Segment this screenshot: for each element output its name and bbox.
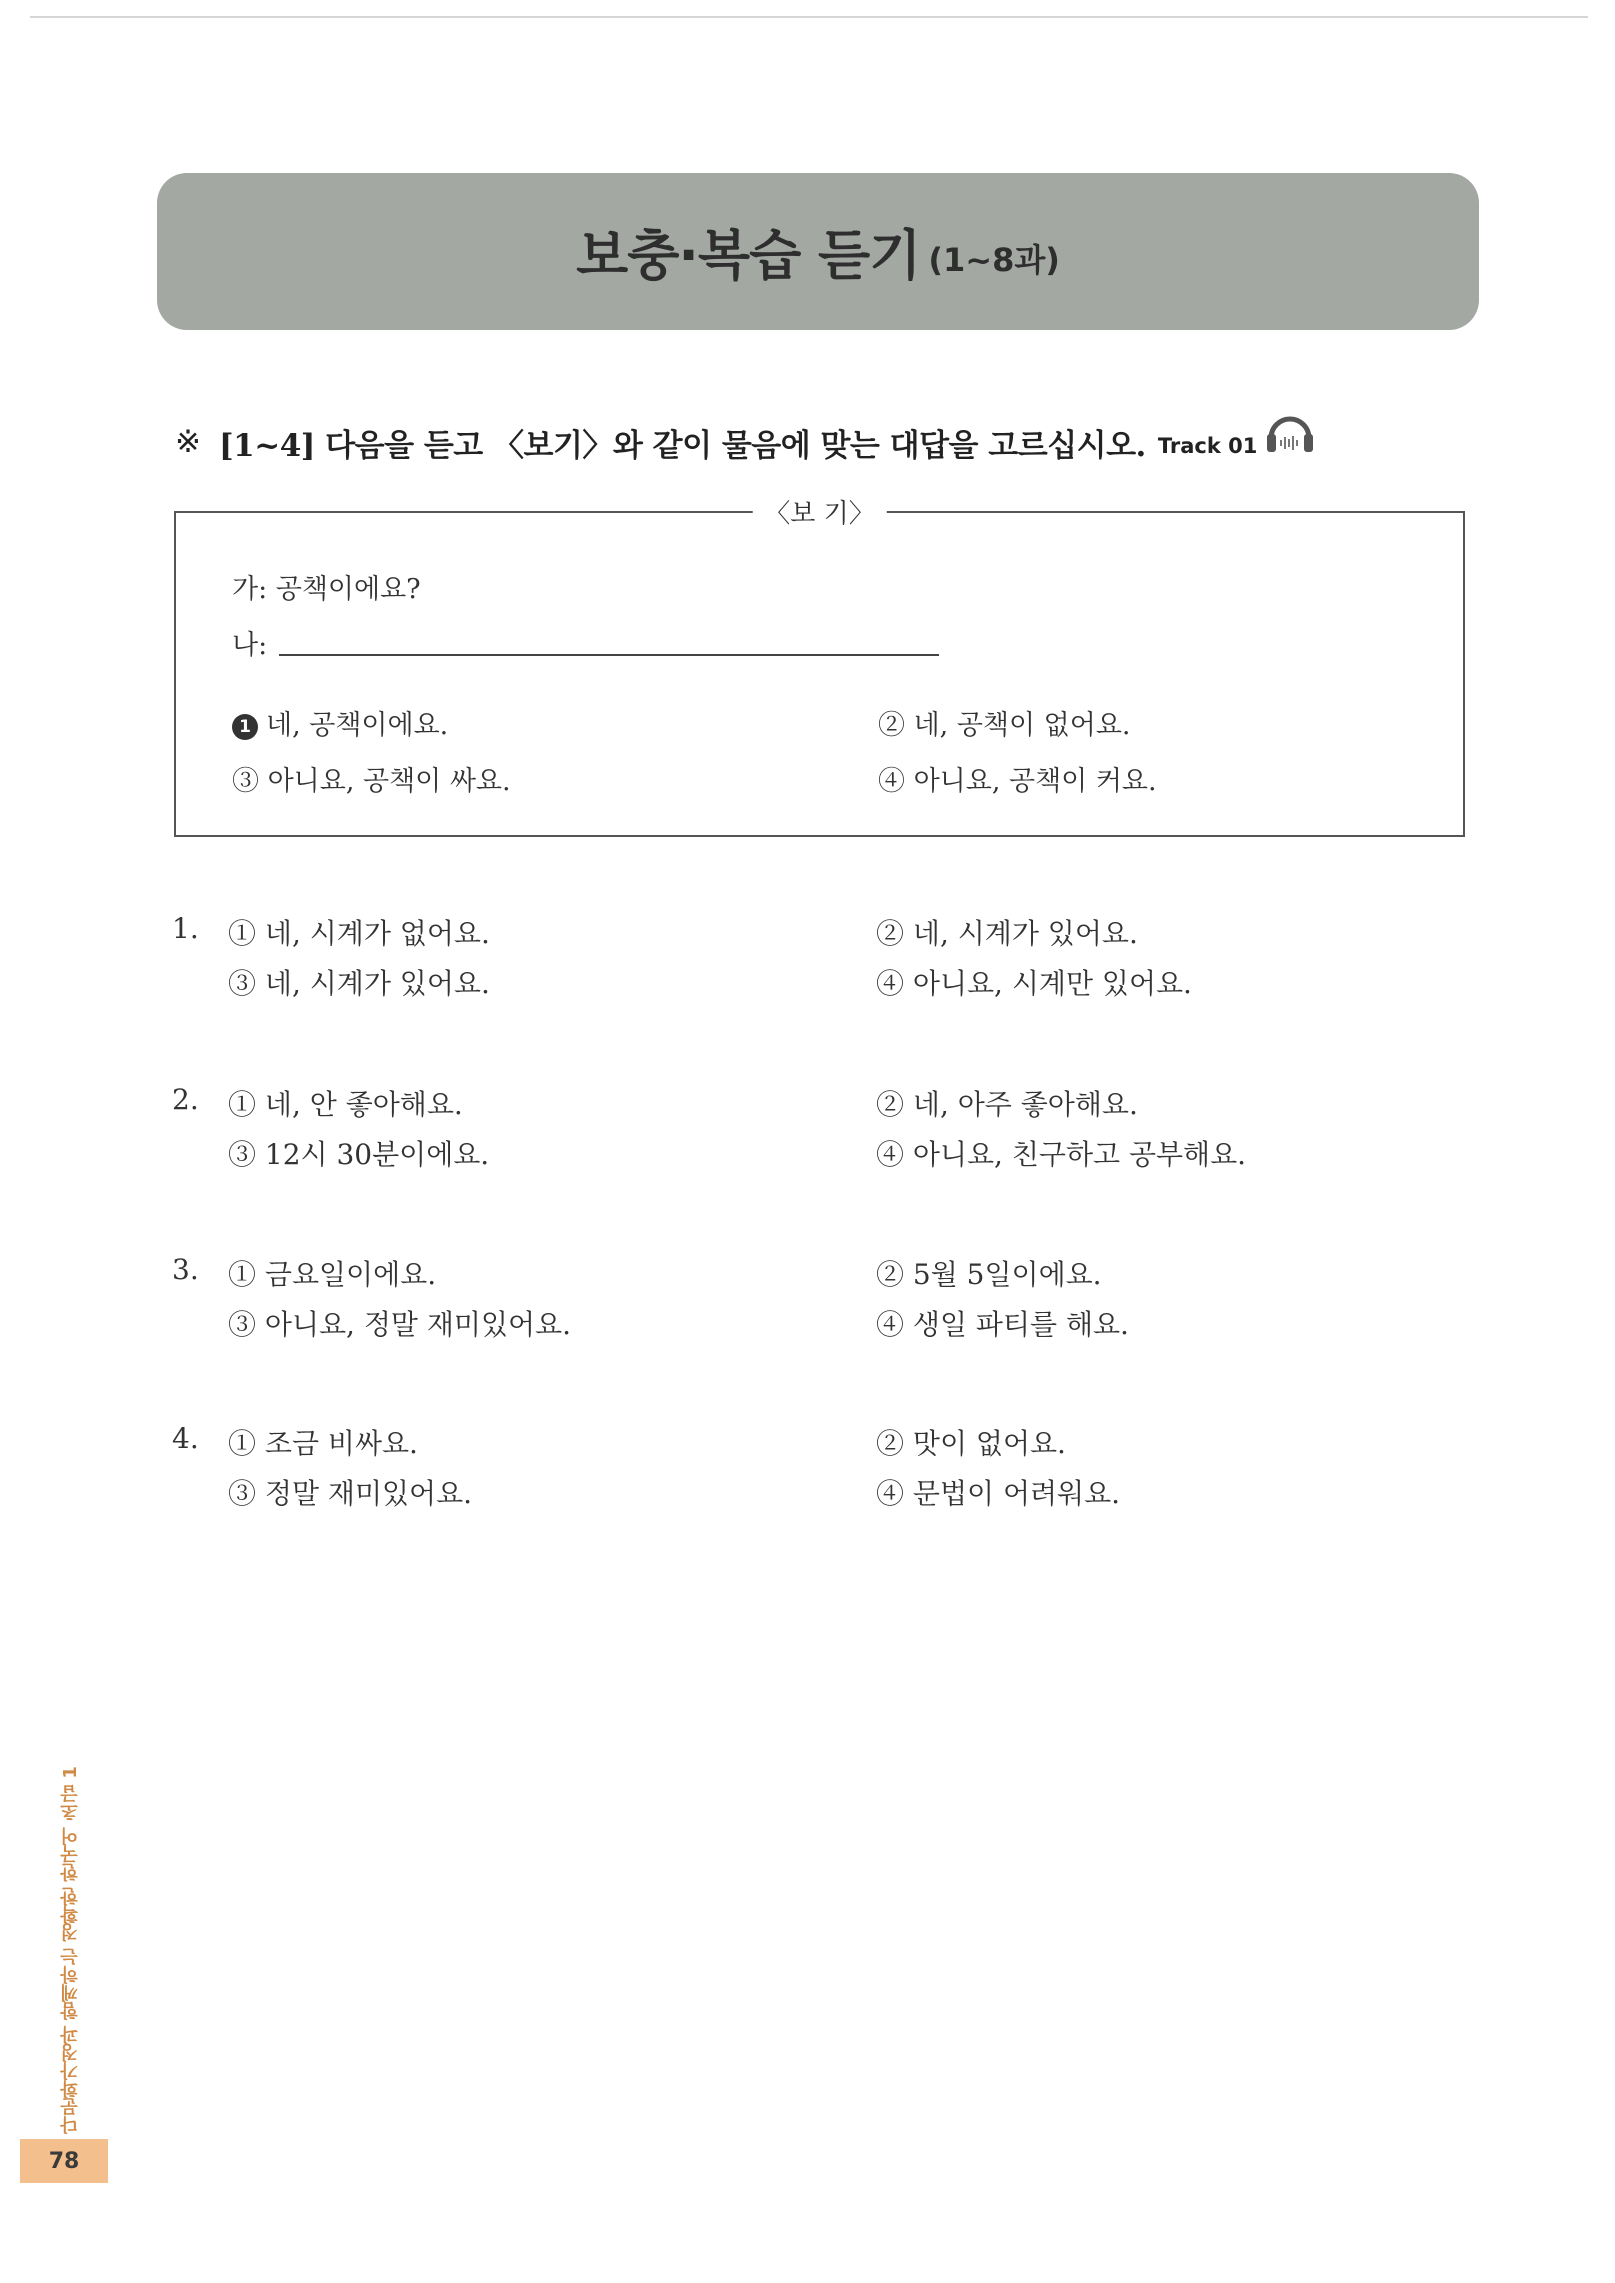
- question-option: ① 네, 시계가 없어요.: [228, 917, 490, 950]
- question-option: ② 네, 시계가 있어요.: [876, 917, 1138, 950]
- example-option-2: ② 네, 공책이 없어요.: [878, 710, 1131, 741]
- question-4: [172, 1422, 1492, 1532]
- title-banner: [157, 173, 1479, 330]
- reference-mark: ※: [175, 424, 201, 460]
- top-rule: [30, 16, 1588, 18]
- question-option: ② 네, 아주 좋아해요.: [876, 1088, 1138, 1121]
- book-title-side: 다문화가정과 함께하는 정확한 한국어 초급 1: [60, 1766, 81, 2134]
- question-option: ④ 아니요, 친구하고 공부해요.: [876, 1138, 1247, 1171]
- question-option: ② 5월 5일이에요.: [876, 1258, 1102, 1291]
- question-option: ④ 아니요, 시계만 있어요.: [876, 967, 1192, 1000]
- question-option: ① 네, 안 좋아해요.: [228, 1088, 463, 1121]
- question-option: ④ 생일 파티를 해요.: [876, 1308, 1129, 1341]
- question-number: 2.: [172, 1083, 199, 1116]
- example-answer-line: [232, 623, 939, 662]
- page-number: 78: [20, 2139, 108, 2183]
- question-option: ③ 정말 재미있어요.: [228, 1477, 473, 1510]
- page-subtitle: (1~8과): [928, 240, 1060, 279]
- instruction: [175, 412, 1475, 472]
- example-question: 가: 공책이에요?: [232, 574, 421, 605]
- page-title: 보충·복습 듣기: [576, 224, 921, 287]
- selected-answer-marker: 1: [232, 714, 258, 740]
- question-option: ② 맛이 없어요.: [876, 1427, 1066, 1460]
- question-number: 3.: [172, 1253, 199, 1286]
- example-option-1: 1 네, 공책이에요.: [232, 703, 448, 742]
- example-box: [174, 499, 1465, 837]
- example-label: 〈보 기〉: [752, 493, 887, 530]
- example-option-4: ④ 아니요, 공책이 커요.: [878, 766, 1157, 797]
- headphone-icon: [1265, 410, 1315, 462]
- track-label: Track 01: [1157, 434, 1258, 458]
- question-option: ③ 아니요, 정말 재미있어요.: [228, 1308, 571, 1341]
- example-option-3: ③ 아니요, 공책이 싸요.: [232, 766, 511, 797]
- example-answer-prefix: 나:: [232, 630, 268, 661]
- question-3: [172, 1253, 1492, 1363]
- question-option: ① 조금 비싸요.: [228, 1427, 418, 1460]
- answer-blank: [279, 654, 939, 656]
- question-2: [172, 1083, 1492, 1193]
- question-number: 1.: [172, 912, 199, 945]
- question-option: ① 금요일이에요.: [228, 1258, 437, 1291]
- question-option: ④ 문법이 어려워요.: [876, 1477, 1121, 1510]
- question-1: [172, 912, 1492, 1022]
- question-option: ③ 네, 시계가 있어요.: [228, 967, 490, 1000]
- question-option: ③ 12시 30분이에요.: [228, 1138, 490, 1171]
- instruction-text: [1~4] 다음을 듣고 〈보기〉와 같이 물음에 맞는 대답을 고르십시오.: [218, 427, 1146, 464]
- question-number: 4.: [172, 1422, 199, 1455]
